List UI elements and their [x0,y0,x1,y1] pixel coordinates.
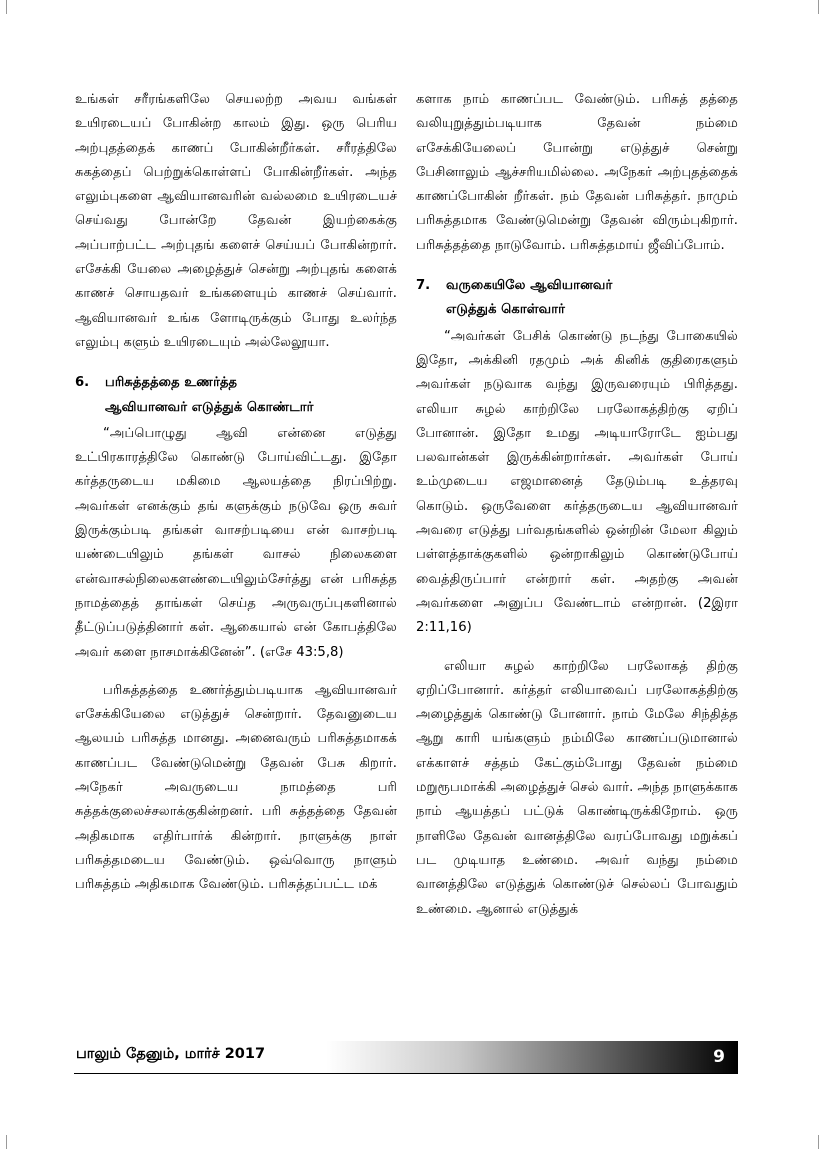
section-heading-7 [416,274,738,323]
crop-mark [6,0,21,14]
crop-mark [6,1135,21,1149]
section-title [446,274,738,323]
paragraph: பரிசுத்தத்தை உணர்த்தும்படியாக ஆவியானவர் எசேக்கியேலை எடுத்துச் சென்றார். தேவனுடைய ஆலயம் பரிசுத்த மானது. அனைவரும் பரிசுத்தமாகக் காணப்பட வேண்டுமென்று தேவன் பேசு கிறார். அநேகர் அவருடைய நாமத்தை பரி சுத்தக்குலைச்சலாக்குகின்றனர். பரி சுத்தத்தை தேவன் அதிகமாக எதிர்பார்க் கின்றார். நாளுக்கு நாள் பரிசுத்தமடைய வேண்டும். ஒவ்வொரு நாளும் பரிசுத்தம் அதிகமாக வேண்டும். பரிசுத்தப்பட்ட மக் [75,682,397,893]
section-number: 6. [75,375,90,391]
section-title-line: வருகையிலே ஆவியானவர் [446,278,613,294]
magazine-title: பாலும் தேனும், மார்ச் 2017 [76,1046,266,1062]
section-title-line: ஆவியானவர் எடுத்துக் கொண்டார் [105,399,314,415]
crop-mark [804,1135,819,1149]
section-heading-6 [75,371,397,420]
paragraph: உங்கள் சரீரங்களிலே செயலற்ற அவய வங்கள் உயிரடையப் போகின்ற காலம் இது. ஒரு பெரிய அற்புதத்தைக் காணப் போகின்றீர்கள். சரீரத்திலே சுகத்தைப் பெற்றுக்கொள்ளப் போகின்றீர்கள். அந்த எலும்புகளை ஆவியானவரின் வல்லமை உயிரடையச் செய்வது போன்றே தேவன் இயற்கைக்கு அப்பாற்பட்ட அற்புதங் களைச் செய்யப் போகின்றார். எசேக்கி யேலை அழைத்துச் சென்று அற்புதங் களைக் காணச் சொயதவர் உங்களையும் காணச் செய்வார். ஆவியானவர் உங்க ளோடிருக்கும் போது உலர்ந்த எலும்பு களும் உயிரடையும் அல்லேலூயா. [75,92,397,350]
crop-mark [804,0,819,14]
page-number: 9 [713,1047,725,1067]
section-title-line: எடுத்துக் கொள்வார் [446,302,566,318]
paragraph: களாக நாம் காணப்பட வேண்டும். பரிசுத் தத்தை வலியுறுத்தும்படியாக தேவன் நம்மை எசேக்கியேலைப் போன்று எடுத்துச் சென்று பேசினாலும் ஆச்சரியமில்லை. அநேகர் அற்புதத்தைக் காணப்போகின் றீர்கள். நம் தேவன் பரிசுத்தர். நாமும் பரிசுத்தமாக வேண்டுமென்று தேவன் விரும்புகிறார். பரிசுத்தத்தை நாடுவோம். பரிசுத்தமாய் ஜீவிப்போம். [416,92,738,253]
section-title [105,371,397,420]
right-column [416,88,738,922]
section-title-line: பரிசுத்தத்தை உணர்த்த [105,375,238,391]
left-column [75,88,397,898]
section-number: 7. [416,278,431,294]
page-footer [74,1041,738,1074]
scripture-quote: “அவர்கள் பேசிக் கொண்டு நடந்து போகையில் இதோ, அக்கினி ரதமும் அக் கினிக் குதிரைகளும் அவர்கள் நடுவாக வந்து இருவரையும் பிரித்தது. எலியா சுழல் காற்றிலே பரலோகத்திற்கு ஏறிப் போனான். இதோ உமது அடியாரோடே ஐம்பது பலவான்கள் இருக்கின்றார்கள். அவர்கள் போய் உம்முடைய எஜமானைத் தேடும்படி உத்தரவு கொடும். ஒருவேளை கர்த்தருடைய ஆவியானவர் அவரை எடுத்து பர்வதங்களில் ஒன்றின் மேலா கிலும் பள்ளத்தாக்குகளில் ஒன்றாகிலும் கொண்டுபோய் வைத்திருப்பார் என்றார் கள். அதற்கு அவன் அவர்களை அனுப்ப வேண்டாம் என்றான். (2இரா 2:11,16) [416,328,738,636]
scripture-quote: “அப்பொழுது ஆவி என்னை எடுத்து உட்பிரகாரத்திலே கொண்டு போய்விட்டது. இதோ கர்த்தருடைய மகிமை ஆலயத்தை நிரப்பிற்று. அவர்கள் எனக்கும் தங் களுக்கும் நடுவே ஒரு சுவர் இருக்கும்படி தங்கள் வாசற்படியை என் வாசற்படி யண்டையிலும் தங்கள் வாசல் நிலைகளை என்வாசல்நிலைகளண்டையிலும்சேர்த்து என் பரிசுத்த நாமத்தைத் தாங்கள் செய்த அருவருப்புகளினால் தீட்டுப்படுத்தினார் கள். ஆகையால் என் கோபத்திலே அவர் களை நாசமாக்கினேன்”. (எசே 43:5,8) [75,425,397,660]
paragraph: எலியா சுழல் காற்றிலே பரலோகத் திற்கு ஏறிப்போனார். கர்த்தர் எலியாவைப் பரலோகத்திற்கு அழைத்துக் கொண்டு போனார். நாம் மேலே சிந்தித்த ஆறு காரி யங்களும் நம்மிலே காணப்படுமானால் எக்காளச் சத்தம் கேட்கும்போது தேவன் நம்மை மறுரூபமாக்கி அழைத்துச் செல் வார். அந்த நாளுக்காக நாம் ஆயத்தப் பட்டுக் கொண்டிருக்கிறோம். ஒரு நாளிலே தேவன் வானத்திலே வரப்போவது மறுக்கப் பட முடியாத உண்மை. அவர் வந்து நம்மை வானத்திலே எடுத்துக் கொண்டுச் செல்லப் போவதும் உண்மை. ஆனால் எடுத்துக் [416,658,738,917]
